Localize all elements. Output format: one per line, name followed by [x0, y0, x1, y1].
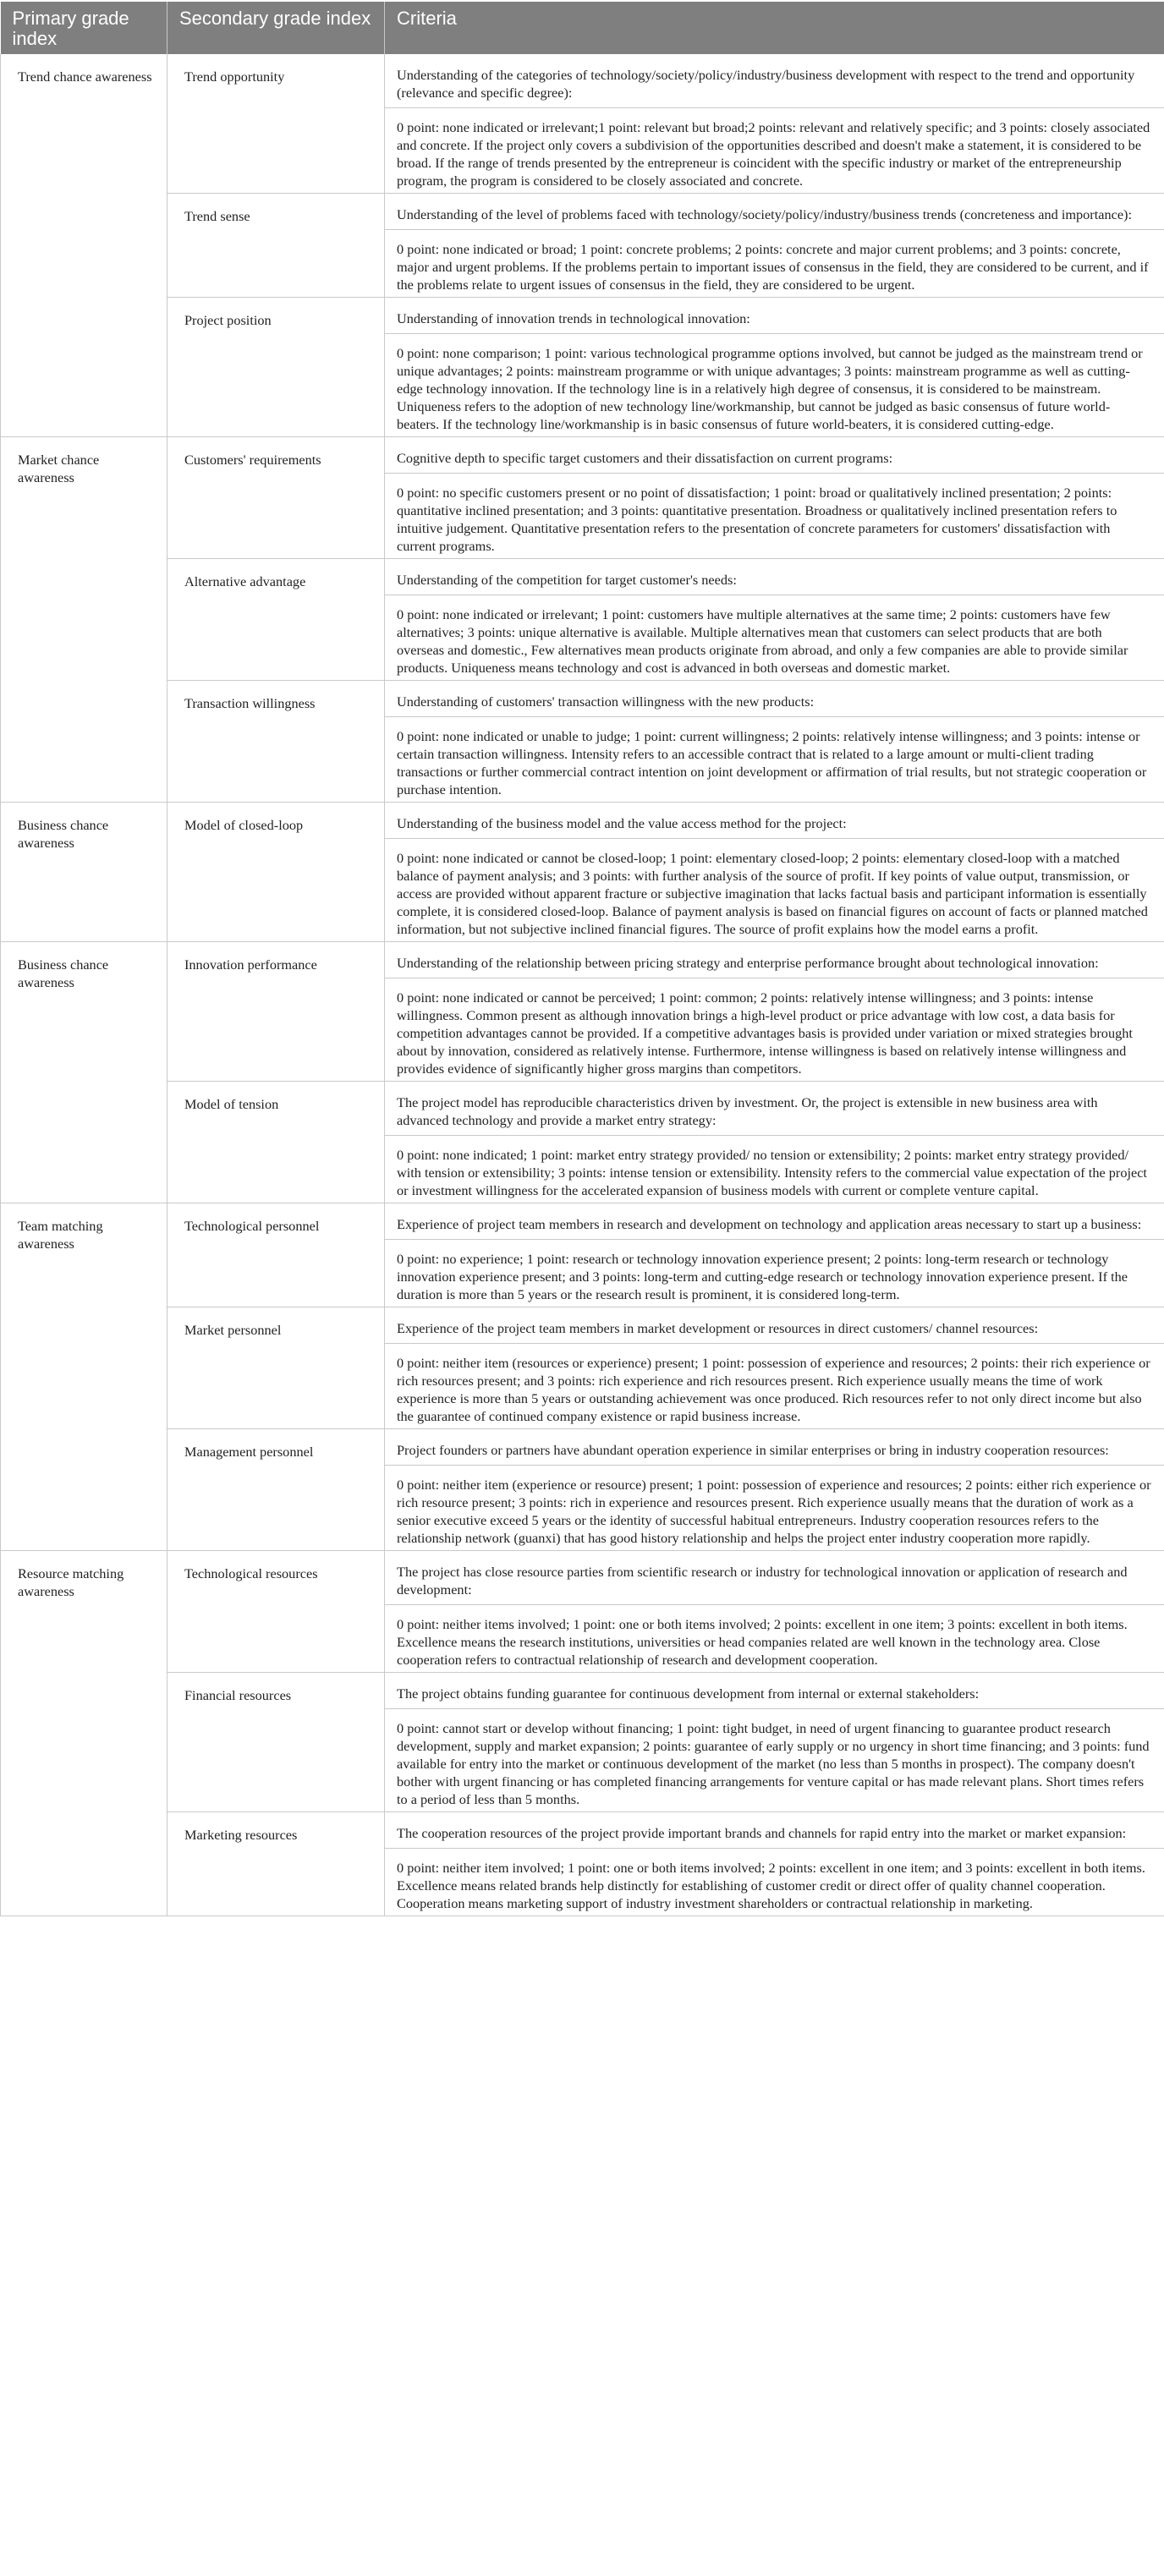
criteria-description: Understanding of customers' transaction willingness with the new products: [397, 693, 815, 710]
secondary-grade-index-cell: Innovation performance [167, 942, 385, 1082]
criteria-cell [385, 194, 1164, 298]
secondary-grade-index-cell: Marketing resources [167, 1812, 385, 1916]
secondary-grade-index-cell: Management personnel [167, 1429, 385, 1551]
criteria-scoring-rules: 0 point: none indicated or irrelevant; 1 point: customers have multiple alternatives at the same time; 2 points: customers have few alternatives; 3 points: unique alternative is available. Multiple alternatives mean that customers can select products that are both overseas and domestic., Few alternatives mean products originate from abroad, and only a few companies are able to provide similar products. Uniqueness means technology and cost is advanced in both overseas and domestic market. [385, 595, 1164, 680]
criteria-cell [385, 54, 1164, 194]
primary-grade-index-cell: Market chance awareness [1, 437, 167, 803]
criteria-scoring-rules: 0 point: neither item (resources or experience) present; 1 point: possession of experience and resources; 2 points: their rich experience or rich resources present; and 3 points: rich experience and rich resources present. Rich experience usually means the time of work experience is more than 5 years or outstanding achievement was once produced. Rich resources refer to not only direct income but also the guarantee of continued company existence or rapid business increase. [385, 1343, 1164, 1428]
criteria-cell [385, 1203, 1164, 1307]
table-row [1, 1812, 1164, 1916]
criteria-scoring-rules: 0 point: neither item (experience or resource) present; 1 point: possession of experience and resources; 2 points: either rich experience or rich resource present; 3 points: rich in experience and resources present. Rich experience usually means that the duration of work as a senior executive exceed 5 years or the identity of successful habitual entrepreneurs. Industry cooperation resources refers to the relationship network (guanxi) that has good history relationship and helps the project enter industry cooperation more rapidly. [385, 1465, 1164, 1550]
criteria-description: Cognitive depth to specific target customers and their dissatisfaction on current programs: [397, 450, 893, 466]
table-body [1, 54, 1164, 1916]
table-row [1, 298, 1164, 437]
table-row [1, 1203, 1164, 1307]
criteria-cell [385, 1551, 1164, 1673]
table-row [1, 194, 1164, 298]
header-primary-grade-index: Primary grade index [1, 2, 167, 54]
secondary-grade-index-cell: Model of tension [167, 1082, 385, 1203]
secondary-grade-index-cell: Trend opportunity [167, 54, 385, 194]
criteria-scoring-rules: 0 point: neither item involved; 1 point: one or both items involved; 2 points: excellent in one item; and 3 points: excellent in both items. Excellence means related brands help distinctly for establishing of customer credit or direct offer of quality channel cooperation. Cooperation means marketing support of industry investment shareholders or contractual relationship in marketing. [385, 1848, 1164, 1916]
criteria-description: Understanding of the level of problems faced with technology/society/policy/industry/business trends (concreteness and importance): [397, 206, 1133, 222]
criteria-description: Understanding of the business model and the value access method for the project: [397, 815, 847, 831]
table-row [1, 1429, 1164, 1551]
header-secondary-grade-index: Secondary grade index [167, 2, 385, 54]
criteria-scoring-rules: 0 point: none comparison; 1 point: various technological programme options involved, but cannot be judged as the mainstream trend or unique advantages; 2 points: mainstream programme or with unique advantages; 3 points: mainstream programme as well as cutting-edge technology innovation. If the technology line is in a relatively high degree of consensus, it is considered to be mainstream. Uniqueness refers to the adoption of new technology line/workmanship, but cannot be judged as basic consensus of future world-beaters. If the technology line/workmanship is in basic consensus of future world-beaters, it is considered cutting-edge. [385, 333, 1164, 436]
table-row [1, 54, 1164, 194]
secondary-grade-index-cell: Model of closed-loop [167, 803, 385, 942]
primary-grade-index-cell: Team matching awareness [1, 1203, 167, 1551]
criteria-cell [385, 1307, 1164, 1429]
header-row [1, 2, 1164, 54]
criteria-scoring-rules: 0 point: cannot start or develop without financing; 1 point: tight budget, in need of urgent financing to guarantee product research development, supply and market expansion; 2 points: guarantee of early supply or no urgency in short time financing; and 3 points: fund available for entry into the market or continuous development of the market (no less than 5 months in prospect). The company doesn't bother with urgent financing or has completed financing arrangements for venture capital or has made relevant plans. Short times refers to a period of less than 5 months. [385, 1708, 1164, 1811]
criteria-description: Understanding of the relationship between pricing strategy and enterprise performance brought about technological innovation: [397, 955, 1099, 971]
primary-grade-index-cell: Business chance awareness [1, 942, 167, 1203]
criteria-cell [385, 1673, 1164, 1812]
secondary-grade-index-cell: Transaction willingness [167, 681, 385, 803]
table-row [1, 803, 1164, 942]
primary-grade-index-cell: Trend chance awareness [1, 54, 167, 437]
header-criteria: Criteria [385, 2, 1164, 54]
criteria-cell [385, 1812, 1164, 1916]
criteria-description: The cooperation resources of the project provide important brands and channels for rapid entry into the market or market expansion: [397, 1825, 1127, 1841]
criteria-cell [385, 298, 1164, 437]
secondary-grade-index-cell: Technological personnel [167, 1203, 385, 1307]
secondary-grade-index-cell: Customers' requirements [167, 437, 385, 559]
table-row [1, 1673, 1164, 1812]
criteria-description: The project obtains funding guarantee for continuous development from internal or external stakeholders: [397, 1685, 980, 1702]
criteria-description: The project has close resource parties from scientific research or industry for technological innovation or application of research and development: [397, 1564, 1128, 1598]
criteria-description: Experience of the project team members in market development or resources in direct customers/ channel resources: [397, 1320, 1039, 1336]
grading-criteria-table [0, 2, 1164, 1916]
table-row [1, 1082, 1164, 1203]
table-row [1, 681, 1164, 803]
criteria-description: Experience of project team members in research and development on technology and application areas necessary to start up a business: [397, 1216, 1142, 1232]
secondary-grade-index-cell: Alternative advantage [167, 559, 385, 681]
criteria-scoring-rules: 0 point: neither items involved; 1 point: one or both items involved; 2 points: excellent in one item; 3 points: excellent in both items. Excellence means the research institutions, universities or head companies related are well known in the technology area. Close cooperation refers to contractual relationship of research and development cooperation. [385, 1604, 1164, 1672]
secondary-grade-index-cell: Technological resources [167, 1551, 385, 1673]
table-row [1, 942, 1164, 1082]
criteria-scoring-rules: 0 point: none indicated or cannot be closed-loop; 1 point: elementary closed-loop; 2 points: elementary closed-loop with a matched balance of payment analysis; and 3 points: with further analysis of the source of profit. If key points of value output, transmission, or access are provided without apparent fracture or subjective imagination that lacks factual basis and participant information is essentially complete, it is considered closed-loop. Balance of payment analysis is based on financial figures on account of facts or planned matched information, but not subjective inclined financial figures. The source of profit explains how the model earns a profit. [385, 838, 1164, 941]
criteria-scoring-rules: 0 point: none indicated or broad; 1 point: concrete problems; 2 points: concrete and major current problems; and 3 points: concrete, major and urgent problems. If the problems pertain to important issues of consensus in the field, they are considered to be current, and if the problems relate to urgent issues of consensus in the field, they are considered to be urgent. [385, 229, 1164, 297]
criteria-description: Understanding of the competition for target customer's needs: [397, 572, 737, 588]
criteria-cell [385, 1082, 1164, 1203]
primary-grade-index-cell: Resource matching awareness [1, 1551, 167, 1916]
secondary-grade-index-cell: Market personnel [167, 1307, 385, 1429]
table-row [1, 559, 1164, 681]
table-row [1, 437, 1164, 559]
secondary-grade-index-cell: Financial resources [167, 1673, 385, 1812]
criteria-description: Project founders or partners have abundant operation experience in similar enterprises or bring in industry cooperation resources: [397, 1442, 1109, 1458]
criteria-scoring-rules: 0 point: none indicated or cannot be perceived; 1 point: common; 2 points: relatively intense willingness; and 3 points: intense willingness. Common present as although innovation brings a high-level product or price advantage with low cost, a data basis for competition advantages cannot be provided. If a competitive advantages basis is provided under variation or mixed strategies brought about by innovation, considered as relatively intense. Furthermore, intense willingness is based on relatively intense willingness and provides evidence of significantly higher gross margins than competitors. [385, 978, 1164, 1081]
criteria-scoring-rules: 0 point: none indicated or unable to judge; 1 point: current willingness; 2 points: relatively intense willingness; and 3 points: intense or certain transaction willingness. Intensity refers to an accessible contract that is related to a large amount or multi-client trading transactions or further commercial contract intention on joint development or affirmation of trial results, but not strategic cooperation or purchase intention. [385, 716, 1164, 802]
criteria-cell [385, 942, 1164, 1082]
criteria-cell [385, 1429, 1164, 1551]
table-row [1, 1307, 1164, 1429]
criteria-scoring-rules: 0 point: none indicated or irrelevant;1 point: relevant but broad;2 points: relevant and relatively specific; and 3 points: closely associated and concrete. If the project only covers a subdivision of the opportunities described and doesn't make a statement, it is considered to be broad. If the range of trends presented by the entrepreneur is coincident with the specific industry or market of the entrepreneurship program, the program is considered to be closely associated and concrete. [385, 107, 1164, 193]
criteria-scoring-rules: 0 point: none indicated; 1 point: market entry strategy provided/ no tension or extensibility; 2 points: market entry strategy provided/ with tension or extensibility; 3 points: intense tension or extensibility. Intensity refers to the commercial value expectation of the project or investment willingness for the accelerated expansion of business models with current or complete venture capital. [385, 1135, 1164, 1203]
criteria-description: The project model has reproducible characteristics driven by investment. Or, the project is extensible in new business area with advanced technology and provide a market entry strategy: [397, 1094, 1098, 1128]
criteria-cell [385, 681, 1164, 803]
table-header [1, 2, 1164, 54]
criteria-cell [385, 559, 1164, 681]
criteria-scoring-rules: 0 point: no specific customers present or no point of dissatisfaction; 1 point: broad or qualitatively inclined presentation; 2 points: quantitative inclined presentation; and 3 points: quantitative presentation. Broadness or qualitatively inclined presentation refers to intuitive judgement. Quantitative presentation refers to the presentation of concrete parameters for customers' dissatisfaction with current programs. [385, 473, 1164, 558]
criteria-cell [385, 803, 1164, 942]
criteria-scoring-rules: 0 point: no experience; 1 point: research or technology innovation experience present; 2 points: long-term research or technology innovation experience present; and 3 points: long-term and cutting-edge research or technology innovation experience present. If the duration is more than 5 years or the research result is prominent, it is considered long-term. [385, 1239, 1164, 1307]
secondary-grade-index-cell: Trend sense [167, 194, 385, 298]
criteria-description: Understanding of the categories of technology/society/policy/industry/business development with respect to the trend and opportunity (relevance and specific degree): [397, 67, 1135, 101]
primary-grade-index-cell: Business chance awareness [1, 803, 167, 942]
secondary-grade-index-cell: Project position [167, 298, 385, 437]
table-row [1, 1551, 1164, 1673]
criteria-cell [385, 437, 1164, 559]
criteria-description: Understanding of innovation trends in technological innovation: [397, 310, 750, 326]
